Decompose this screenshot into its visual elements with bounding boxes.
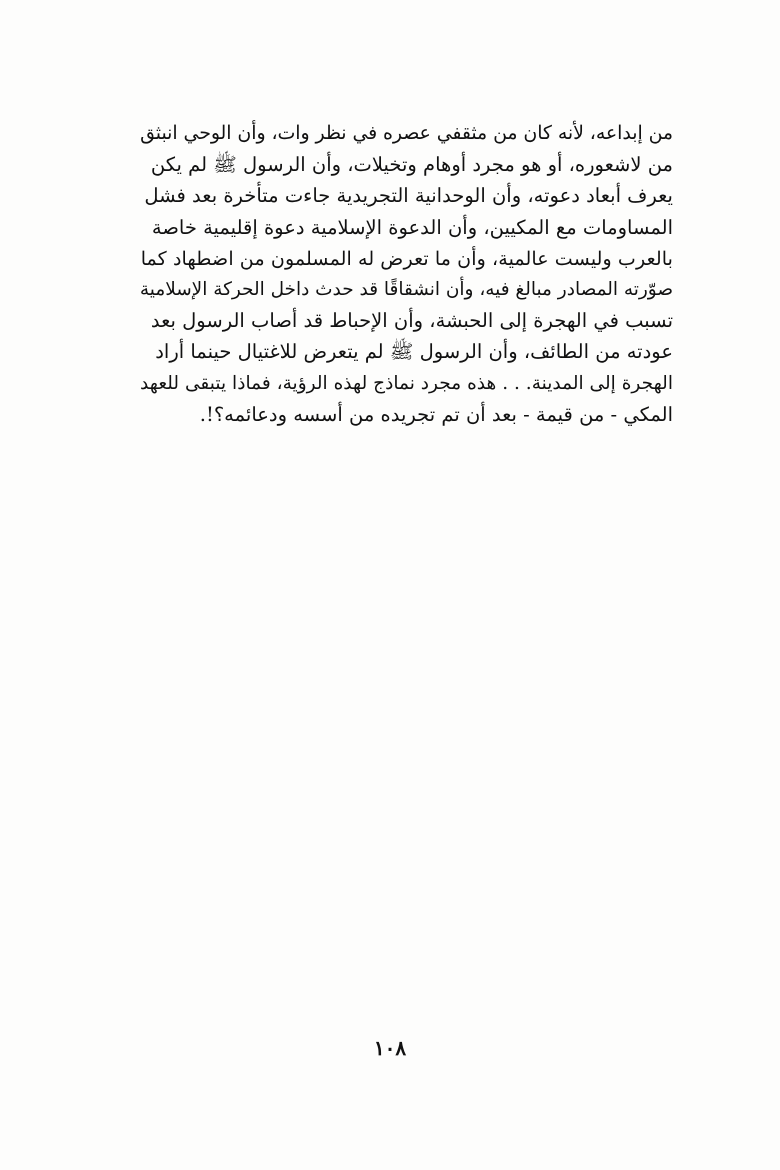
text-line-6: صوّرته المصادر مبالغ فيه، وأن انشقاقًا قد حدث داخل الحركة الإسلامية	[139, 279, 673, 301]
text-line-4: المساومات مع المكيين، وأن الدعوة الإسلامية دعوة إقليمية خاصة	[151, 215, 673, 239]
text-line-7: تسبب في الهجرة إلى الحبشة، وأن الإحباط قد أصاب الرسول بعد	[150, 309, 673, 333]
text-line-9: الهجرة إلى المدينة. . . هذه مجرد نماذج لهذه الرؤية، فماذا يتبقى للعهد	[140, 372, 673, 394]
text-line-3: يعرف أبعاد دعوته، وأن الوحدانية التجريدية جاءت متأخرة بعد فشل	[144, 184, 673, 208]
text-line-5: بالعرب وليست عالمية، وأن ما تعرض له المسلمون من اضطهاد كما	[140, 246, 673, 270]
text-line-8: عودته من الطائف، وأن الرسول ﷺ لم يتعرض للاغتيال حينما أراد	[155, 340, 673, 364]
page-number: ١٠٨	[373, 1036, 407, 1060]
text-line-2: من لاشعوره، أو هو مجرد أوهام وتخيلات، وأن الرسول ﷺ لم يكن	[150, 153, 673, 177]
body-paragraph	[140, 118, 673, 430]
text-line-10: المكي - من قيمة - بعد أن تم تجريده من أسسه ودعائمه؟!.	[199, 402, 673, 426]
text-line-1: من إبداعه، لأنه كان من مثقفي عصره في نظر وات، وأن الوحي انبثق	[140, 123, 673, 144]
